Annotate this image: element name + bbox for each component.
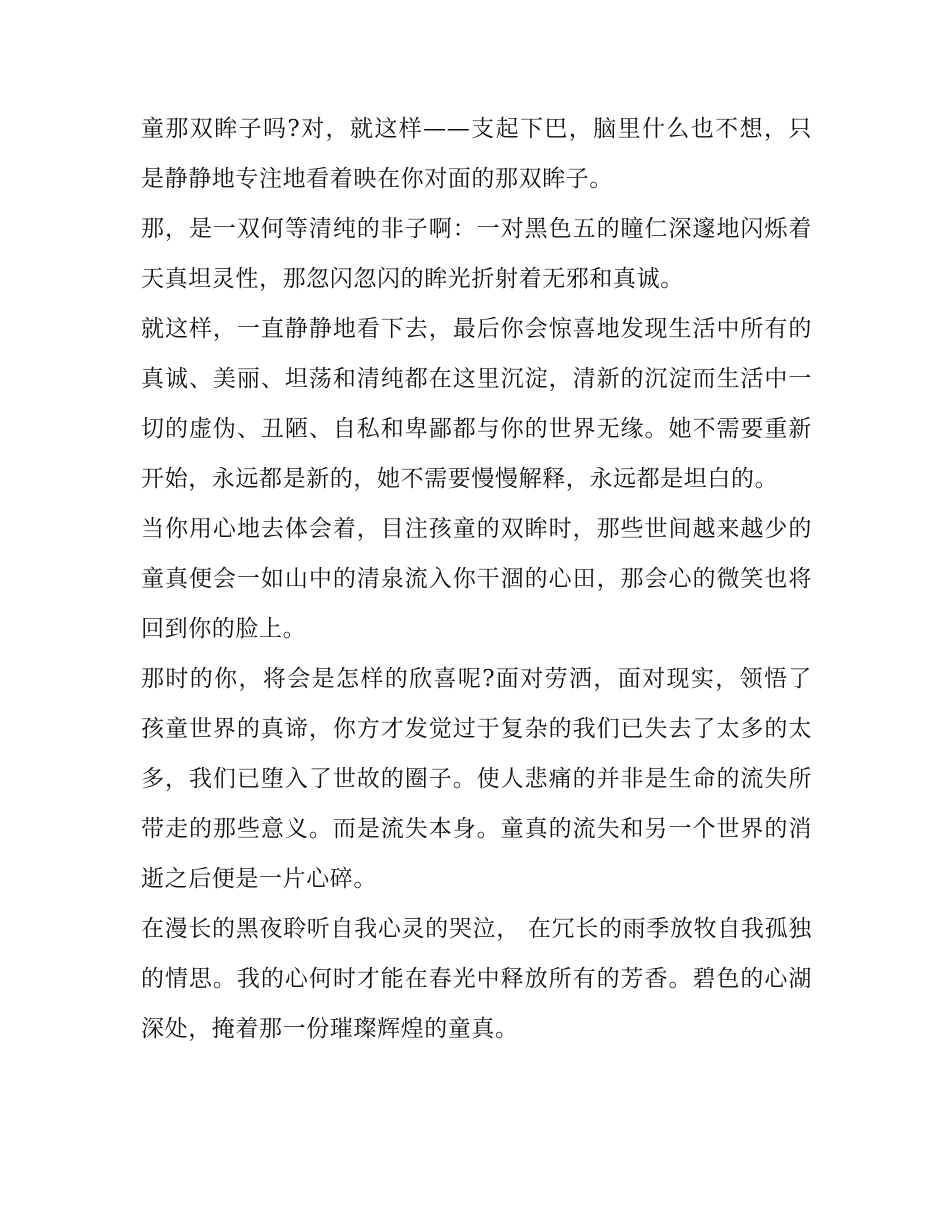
paragraph-3: 就这样，一直静静地看下去，最后你会惊喜地发现生活中所有的真诚、美丽、坦荡和清纯都在这里沉淀，清新的沉淀而生活中一切的虚伪、丑陋、自私和卑鄙都与你的世界无缘。她不需要重新开始，永远都是新的，她不需要慢慢解释，永远都是坦白的。 [141, 316, 812, 492]
paragraph-6: 在漫长的黑夜聆听自我心灵的哭泣， 在冗长的雨季放牧自我孤独的情思。我的心何时才能在春光中释放所有的芳香。碧色的心湖深处，掩着那一份璀璨辉煌的童真。 [141, 916, 812, 1042]
paragraph-4: 当你用心地去体会着，目注孩童的双眸时，那些世间越来越少的童真便会一如山中的清泉流入你干涸的心田，那会心的微笑也将回到你的脸上。 [141, 516, 812, 642]
paragraph-5: 那时的你，将会是怎样的欣喜呢?面对劳洒，面对现实，领悟了孩童世界的真谛，你方才发觉过于复杂的我们已失去了太多的太多，我们已堕入了世故的圈子。使人悲痛的并非是生命的流失所带走的那些意义。而是流失本身。童真的流失和另一个世界的消逝之后便是一片心碎。 [141, 666, 812, 892]
paragraph-1: 童那双眸子吗?对，就这样——支起下巴，脑里什么也不想，只是静静地专注地看着映在你对面的那双眸子。 [141, 116, 812, 192]
paragraph-2: 那，是一双何等清纯的非子啊：一对黑色五的瞳仁深邃地闪烁着天真坦灵性，那忽闪忽闪的眸光折射着无邪和真诚。 [141, 216, 812, 292]
